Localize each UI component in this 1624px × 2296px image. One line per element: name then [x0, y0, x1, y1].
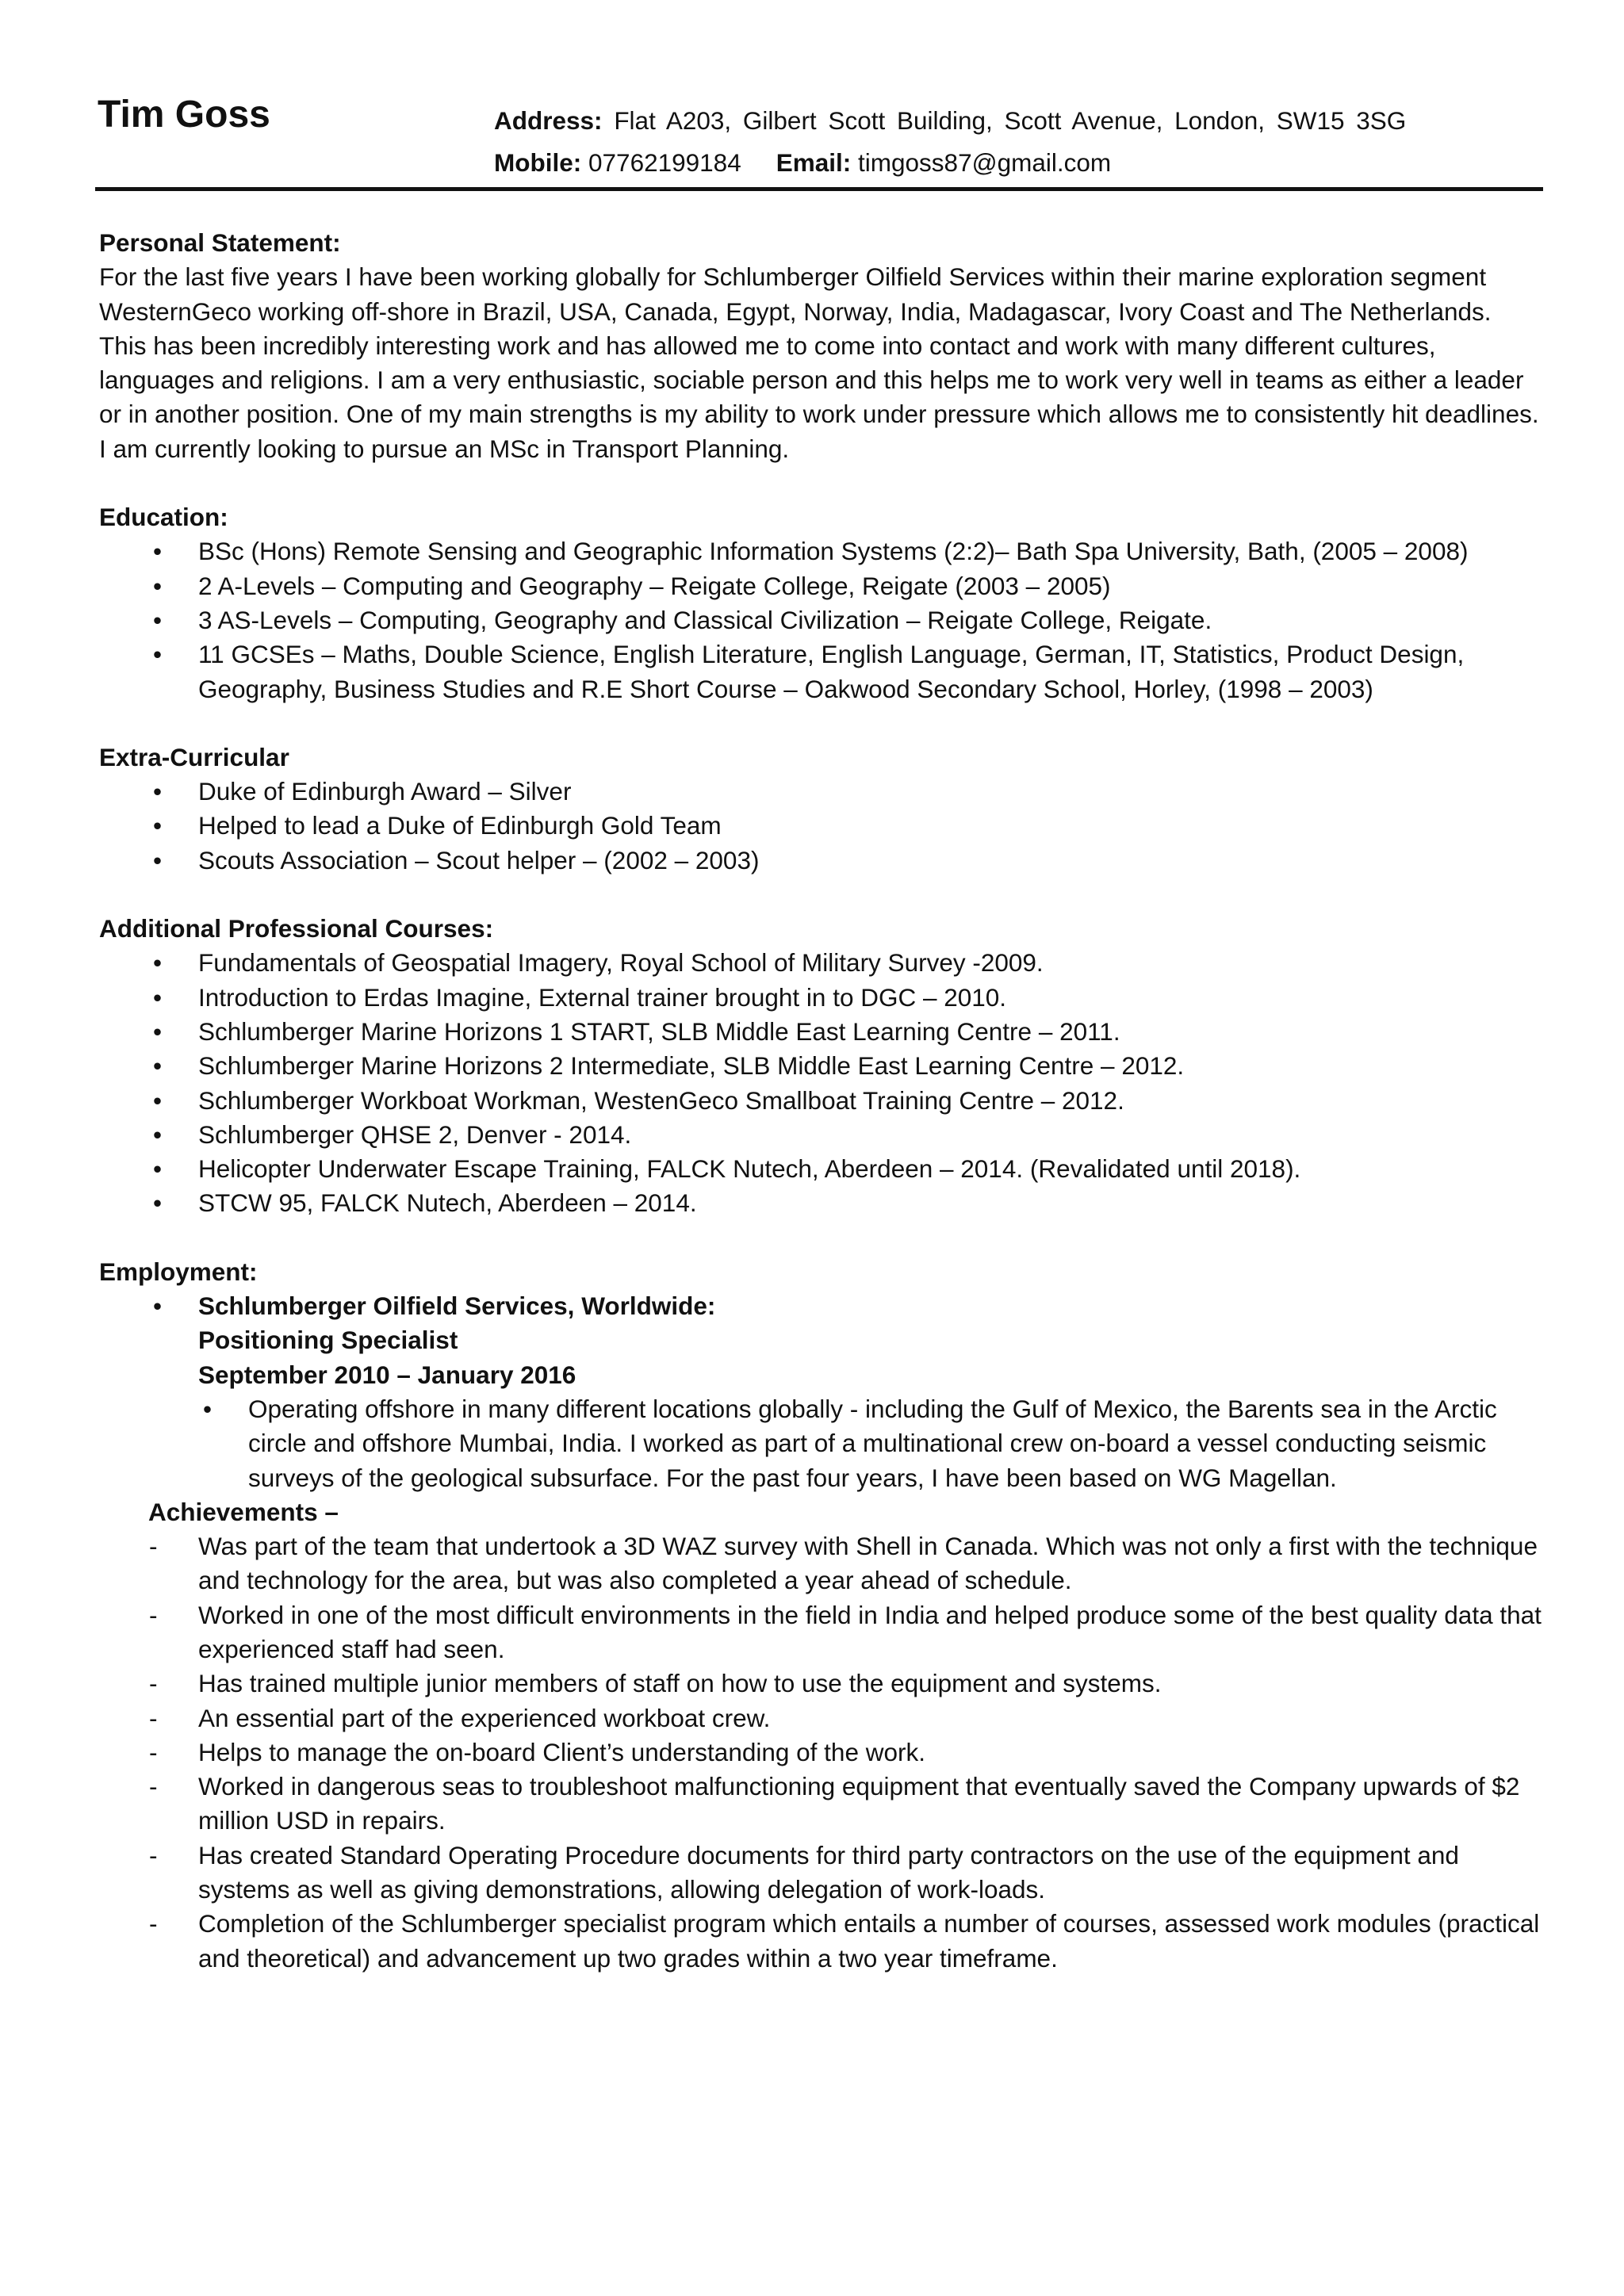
personal-statement-section — [99, 226, 1542, 466]
achievement-item: - Worked in dangerous seas to troubleshoot malfunctioning equipment that eventually saved the Company upwards of $2 million USD in repairs. — [99, 1770, 1542, 1839]
employer-name: • Schlumberger Oilfield Services, Worldwide: — [99, 1289, 1542, 1323]
header-divider — [95, 187, 1543, 191]
list-item: • 2 A-Levels – Computing and Geography – Reigate College, Reigate (2003 – 2005) — [99, 569, 1542, 603]
list-item: • Scouts Association – Scout helper – (2002 – 2003) — [99, 844, 1542, 878]
courses-section — [99, 912, 1542, 1221]
employment-section — [99, 1255, 1542, 1976]
education-list — [99, 534, 1542, 706]
extra-curricular-section — [99, 740, 1542, 878]
address-value: Flat A203, Gilbert Scott Building, Scott Avenue, London, SW15 3SG — [614, 106, 1407, 135]
mobile-label: Mobile: — [494, 148, 582, 177]
list-item: • Introduction to Erdas Imagine, External trainer brought in to DGC – 2010. — [99, 981, 1542, 1015]
job-dates: September 2010 – January 2016 — [198, 1360, 576, 1389]
education-section — [99, 500, 1542, 706]
resume-body — [99, 226, 1542, 2010]
achievement-item: - Worked in one of the most difficult environments in the field in India and helped produce some of the best quality data that experienced staff had seen. — [99, 1598, 1542, 1667]
section-heading: Additional Professional Courses: — [99, 914, 494, 943]
achievement-item: - An essential part of the experienced workboat crew. — [99, 1701, 1542, 1735]
address-line — [494, 106, 1406, 136]
email-label: Email: — [776, 148, 852, 177]
email-value: timgoss87@gmail.com — [858, 148, 1112, 177]
section-heading: Education: — [99, 503, 228, 532]
achievement-item: - Has created Standard Operating Procedure documents for third party contractors on the use of the equipment and systems as well as giving demonstrations, allowing delegation of work-loads. — [99, 1839, 1542, 1908]
list-item: • 3 AS-Levels – Computing, Geography and Classical Civilization – Reigate College, Reigate. — [99, 603, 1542, 637]
list-item: • 11 GCSEs – Maths, Double Science, English Literature, English Language, German, IT, Statistics, Product Design, Geography, Business Studies and R.E Short Course – Oakwood Secondary School, Horley, (1998 – 2003) — [99, 637, 1542, 706]
achievement-item: - Completion of the Schlumberger specialist program which entails a number of courses, assessed work modules (practical and theoretical) and advancement up two grades within a two year timeframe. — [99, 1907, 1542, 1976]
section-heading: Extra-Curricular — [99, 742, 289, 771]
job-description-list — [99, 1392, 1542, 1495]
list-item: • Schlumberger Workboat Workman, WestenGeco Smallboat Training Centre – 2012. — [99, 1084, 1542, 1118]
courses-list — [99, 946, 1542, 1220]
personal-statement-text: For the last five years I have been working globally for Schlumberger Oilfield Services within their marine exploration segment WesternGeco working off-shore in Brazil, USA, Canada, Egypt, Norway, India, Madagascar, Ivory Coast and The Netherlands. This has been incredibly interesting work and has allowed me to come into contact and work with many different cultures, languages and religions. I am a very enthusiastic, sociable person and this helps me to work very well in teams as either a leader or in another position. One of my main strengths is my ability to work under pressure which allows me to consistently hit deadlines. I am currently looking to pursue an MSc in Transport Planning. — [99, 262, 1539, 463]
list-item: • Helped to lead a Duke of Edinburgh Gold Team — [99, 809, 1542, 843]
list-item: • Duke of Edinburgh Award – Silver — [99, 775, 1542, 809]
candidate-name: Tim Goss — [98, 94, 270, 136]
achievement-item: - Helps to manage the on-board Client’s understanding of the work. — [99, 1735, 1542, 1770]
list-item: • Schlumberger QHSE 2, Denver - 2014. — [99, 1118, 1542, 1152]
achievement-item: - Was part of the team that undertook a 3D WAZ survey with Shell in Canada. Which was not only a first with the technique and technology for the area, but was also completed a year ahead of schedule. — [99, 1529, 1542, 1598]
address-label: Address: — [494, 106, 603, 135]
achievements-list — [99, 1529, 1542, 1976]
extra-curricular-list — [99, 775, 1542, 878]
contact-line — [494, 148, 1111, 178]
job-description: • Operating offshore in many different locations globally - including the Gulf of Mexico, the Barents sea in the Arctic circle and offshore Mumbai, India. I worked as part of a multinational crew on-board a vessel conducting seismic surveys of the geological subsurface. For the past four years, I have been based on WG Magellan. — [99, 1392, 1542, 1495]
list-item: • Schlumberger Marine Horizons 1 START, SLB Middle East Learning Centre – 2011. — [99, 1015, 1542, 1049]
list-item: • Helicopter Underwater Escape Training, FALCK Nutech, Aberdeen – 2014. (Revalidated until 2018). — [99, 1152, 1542, 1186]
job-title: Positioning Specialist — [198, 1326, 458, 1355]
achievement-item: - Has trained multiple junior members of staff on how to use the equipment and systems. — [99, 1667, 1542, 1701]
section-heading: Employment: — [99, 1257, 258, 1286]
list-item: • STCW 95, FALCK Nutech, Aberdeen – 2014. — [99, 1186, 1542, 1220]
list-item: • Schlumberger Marine Horizons 2 Intermediate, SLB Middle East Learning Centre – 2012. — [99, 1049, 1542, 1083]
list-item: • Fundamentals of Geospatial Imagery, Royal School of Military Survey -2009. — [99, 946, 1542, 980]
list-item: • BSc (Hons) Remote Sensing and Geographic Information Systems (2:2)– Bath Spa University, Bath, (2005 – 2008) — [99, 534, 1542, 568]
mobile-value: 07762199184 — [588, 148, 741, 177]
section-heading: Personal Statement: — [99, 228, 341, 257]
achievements-heading: Achievements – — [148, 1497, 339, 1526]
